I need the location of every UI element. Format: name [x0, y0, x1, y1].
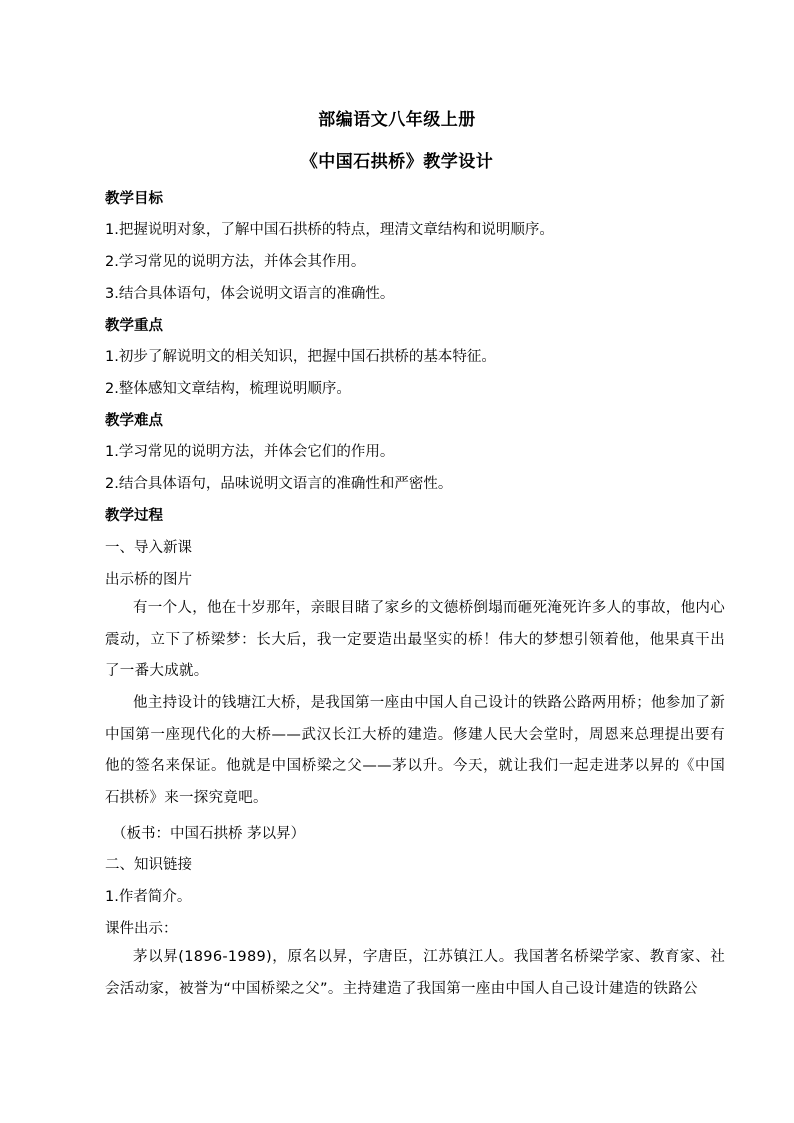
courseware-label: 课件出示：	[105, 921, 178, 937]
process-part1-heading: 一、导入新课	[105, 540, 192, 556]
heading-difficulties: 教学难点	[105, 413, 163, 429]
board-note: （板书：中国石拱桥 茅以昇）	[112, 826, 306, 842]
intro-paragraph-2: 他主持设计的钱塘江大桥，是我国第一座由中国人自己设计的铁路公路两用桥；他参加了新中国第一座现代化的大桥——武汉长江大桥的建造。修建人民大会堂时，周恩来总理提出要有他的签名来保证。他就是中国桥梁之父——茅以升。今天，就让我们一起走进茅以昇的《中国石拱桥》来一探究竟吧。	[105, 695, 725, 806]
process-part1-sub: 出示桥的图片	[105, 572, 192, 588]
key-point-item-2: 2.整体感知文章结构，梳理说明顺序。	[105, 381, 351, 397]
difficulty-item-2: 2.结合具体语句，品味说明文语言的准确性和严密性。	[105, 476, 453, 492]
intro-paragraph-1: 有一个人，他在十岁那年，亲眼目睹了家乡的文德桥倒塌而砸死淹死许多人的事故，他内心震动，立下了桥梁梦：长大后，我一定要造出最坚实的桥！伟大的梦想引领着他，他果真干出了一番大成就。	[105, 600, 725, 679]
key-point-item-1: 1.初步了解说明文的相关知识，把握中国石拱桥的基本特征。	[105, 349, 496, 365]
goal-item-3: 3.结合具体语句，体会说明文语言的准确性。	[105, 286, 395, 302]
process-part2-heading: 二、知识链接	[105, 857, 192, 873]
document-title-grade: 部编语文八年级上册	[318, 110, 476, 130]
goal-item-2: 2.学习常见的说明方法，并体会其作用。	[105, 254, 366, 270]
heading-teaching-goals: 教学目标	[105, 191, 163, 207]
heading-key-points: 教学重点	[105, 318, 163, 334]
document-title-lesson: 《中国石拱桥》教学设计	[300, 152, 494, 172]
heading-teaching-process: 教学过程	[105, 508, 163, 524]
author-intro-label: 1.作者简介。	[105, 889, 192, 905]
goal-item-1: 1.把握说明对象，了解中国石拱桥的特点，理清文章结构和说明顺序。	[105, 222, 554, 238]
author-bio-paragraph: 茅以昇(1896-1989)，原名以昇，字唐臣，江苏镇江人。我国著名桥梁学家、教育家、社会活动家，被誉为“中国桥梁之父”。主持建造了我国第一座由中国人自己设计建造的铁路公	[105, 949, 725, 997]
difficulty-item-1: 1.学习常见的说明方法，并体会它们的作用。	[105, 444, 395, 460]
